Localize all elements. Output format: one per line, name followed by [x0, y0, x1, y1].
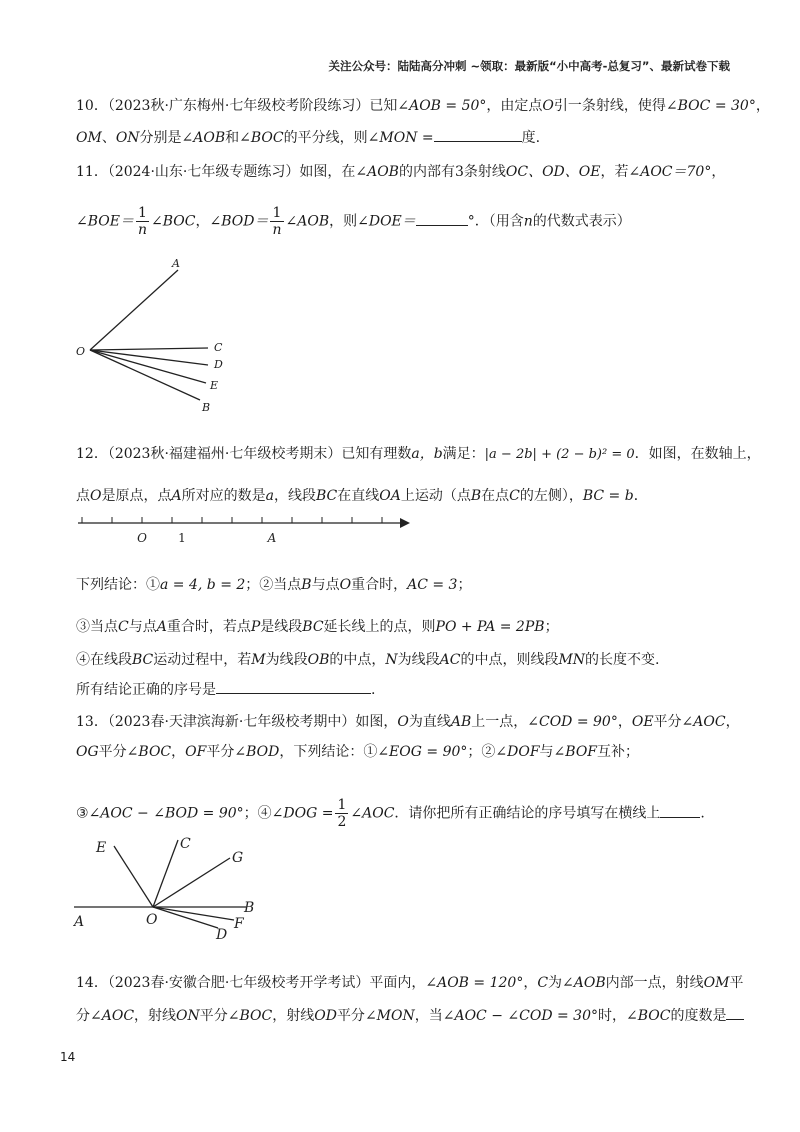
label-f: F — [234, 916, 244, 932]
label-d: D — [214, 358, 223, 371]
q14-number: 14． — [76, 975, 108, 991]
q14-source: （2023春·安徽合肥·七年级校考开学考试）平面内， — [107, 975, 426, 991]
fraction-1-over-2: $\frac{1}{2}$ — [337, 797, 347, 830]
q14-line1: 14．（2023春·安徽合肥·七年级校考开学考试）平面内，∠AOB = 120°，C为∠AOB内部一点，射线OM平 — [76, 975, 744, 991]
label-a: A — [172, 257, 180, 270]
ray-oe — [90, 350, 206, 383]
label-a: A — [74, 914, 85, 930]
label-c: C — [180, 836, 191, 852]
q10-source: （2023秋·广东梅州·七年级校考阶段练习）已知 — [107, 98, 398, 114]
q11-number: 11． — [76, 164, 108, 180]
axis-arrow — [400, 518, 410, 528]
q12-final-line: 所有结论正确的序号是 . — [76, 682, 376, 698]
ray-og — [153, 858, 230, 907]
q12-source: （2023秋·福建福州·七年级校考期末）已知有理数 — [107, 446, 412, 462]
q14-line2: 分∠AOC，射线ON平分∠BOC，射线OD平分∠MON，当∠AOC − ∠COD = 30°时，∠BOC的度数是 — [76, 1006, 744, 1026]
q12-number-line — [72, 512, 417, 548]
q10-number: 10． — [76, 98, 108, 114]
label-o: O — [76, 345, 86, 358]
q13-number: 13． — [76, 714, 108, 730]
axis-label-one: 1 — [178, 531, 186, 545]
q10-line1: 10．（2023秋·广东梅州·七年级校考阶段练习）已知∠AOB = 50°，由定点O引一条射线，使得∠BOC = 30°， — [76, 98, 770, 114]
label-b: B — [202, 401, 211, 414]
q13-figure — [68, 830, 268, 945]
page-header: 关注公众号：陆陆高分冲刺 ~领取：最新版“小中高考-总复习”、最新试卷下载 — [328, 59, 730, 73]
label-b: B — [244, 900, 255, 916]
ray-oe — [114, 846, 153, 907]
ray-of — [153, 907, 234, 920]
q13-line3: ③∠AOC − ∠BOD = 90°；④∠DOG = $\frac{1}{2}$ ∠AOC．请你把所有正确结论的序号填写在横线上 . — [76, 797, 705, 830]
ray-oa — [90, 270, 178, 350]
q12-conclusion-4: ④在线段BC运动过程中，若M为线段OB的中点，N为线段AC的中点，则线段MN的长度不变. — [76, 652, 660, 668]
label-o: O — [146, 912, 158, 928]
axis-label-o: O — [137, 531, 147, 545]
ray-oc — [90, 348, 208, 350]
q13-source: （2023春·天津滨海新·七年级校考期中）如图， — [107, 714, 398, 730]
q14-answer-blank[interactable] — [726, 1019, 744, 1020]
q13-answer-blank[interactable] — [660, 817, 700, 818]
q12-conclusion-1-2: 下列结论：①a = 4, b = 2；②当点B与点O重合时，AC = 3； — [76, 577, 472, 593]
q12-number: 12． — [76, 446, 108, 462]
label-c: C — [214, 341, 223, 354]
q12-answer-blank[interactable] — [216, 693, 371, 694]
fraction-1-over-n: $\frac{1}{n}$ — [272, 205, 282, 238]
label-e: E — [96, 840, 107, 856]
q11-figure — [70, 255, 240, 425]
q11-source: （2024·山东·七年级专题练习）如图，在 — [107, 164, 356, 180]
q11-line2: ∠BOE＝ $\frac{1}{n}$ ∠BOC，∠BOD＝ $\frac{1}{n}$ ∠AOB，则∠DOE＝ °．（用含n的代数式表示） — [76, 205, 631, 238]
fraction-1-over-n: $\frac{1}{n}$ — [137, 205, 148, 238]
label-g: G — [232, 850, 244, 866]
q12-conclusion-3: ③当点C与点A重合时，若点P是线段BC延长线上的点，则PO + PA = 2PB； — [76, 619, 559, 635]
ray-od — [153, 907, 218, 928]
q13-line2: OG平分∠BOC，OF平分∠BOD，下列结论：①∠EOG = 90°；②∠DOF与∠BOF互补； — [76, 744, 640, 760]
q12-line2: 点O是原点，点A所对应的数是a，线段BC在直线OA上运动（点B在点C的左侧），BC = b． — [76, 488, 648, 504]
axis-label-a: A — [267, 531, 277, 545]
q11-line1: 11．（2024·山东·七年级专题练习）如图，在∠AOB的内部有3条射线OC、OD、OE，若∠AOC＝70°， — [76, 164, 726, 180]
label-e: E — [210, 379, 219, 392]
label-d: D — [216, 927, 228, 943]
q10-answer-blank[interactable] — [434, 141, 522, 142]
page-number: 14 — [60, 1050, 76, 1064]
q11-answer-blank[interactable] — [416, 225, 468, 226]
q12-line1: 12．（2023秋·福建福州·七年级校考期末）已知有理数a，b满足：|a − 2b| + (2 − b)² = 0．如图，在数轴上， — [76, 446, 761, 462]
q13-line1: 13．（2023春·天津滨海新·七年级校考期中）如图，O为直线AB上一点，∠COD = 90°，OE平分∠AOC， — [76, 714, 740, 730]
q10-line2: OM、ON分别是∠AOB和∠BOC的平分线，则∠MON = 度. — [76, 130, 541, 146]
ray-oc — [153, 840, 178, 907]
